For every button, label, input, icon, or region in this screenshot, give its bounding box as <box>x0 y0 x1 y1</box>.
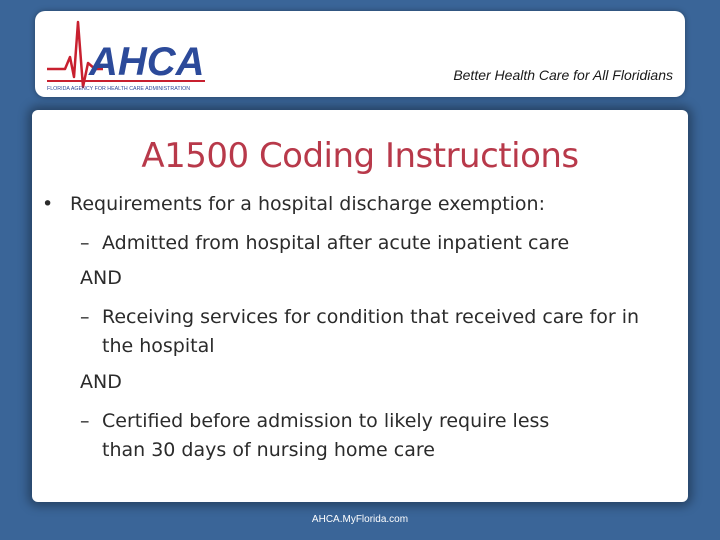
sub-item-2 <box>80 303 670 361</box>
dash-marker: – <box>80 306 90 328</box>
sub-item-text: Certified before admission to likely require less <box>102 410 550 432</box>
logo-subtext: FLORIDA AGENCY FOR HEALTH CARE ADMINISTRATION <box>47 86 191 92</box>
and-connector: AND <box>80 371 122 393</box>
slide-title: A1500 Coding Instructions <box>141 136 579 176</box>
sub-item-text: Receiving services for condition that received care for in <box>102 306 640 328</box>
main-bullet <box>42 193 545 215</box>
tagline: Better Health Care for All Floridians <box>453 67 673 83</box>
sub-item-1 <box>80 229 670 258</box>
bullet-marker: • <box>42 193 54 215</box>
sub-item-text: Admitted from hospital after acute inpatient care <box>102 232 570 254</box>
sub-item-text-continued: the hospital <box>102 335 215 357</box>
dash-marker: – <box>80 232 90 254</box>
sub-item-text-continued: than 30 days of nursing home care <box>102 439 435 461</box>
logo-text: AHCA <box>89 40 205 84</box>
bullet-text: Requirements for a hospital discharge exemption: <box>70 193 545 215</box>
sub-item-3 <box>80 407 670 465</box>
header-banner <box>35 11 685 97</box>
dash-marker: – <box>80 410 90 432</box>
footer-url: AHCA.MyFlorida.com <box>311 514 409 525</box>
and-connector: AND <box>80 267 122 289</box>
ahca-logo <box>45 17 235 95</box>
